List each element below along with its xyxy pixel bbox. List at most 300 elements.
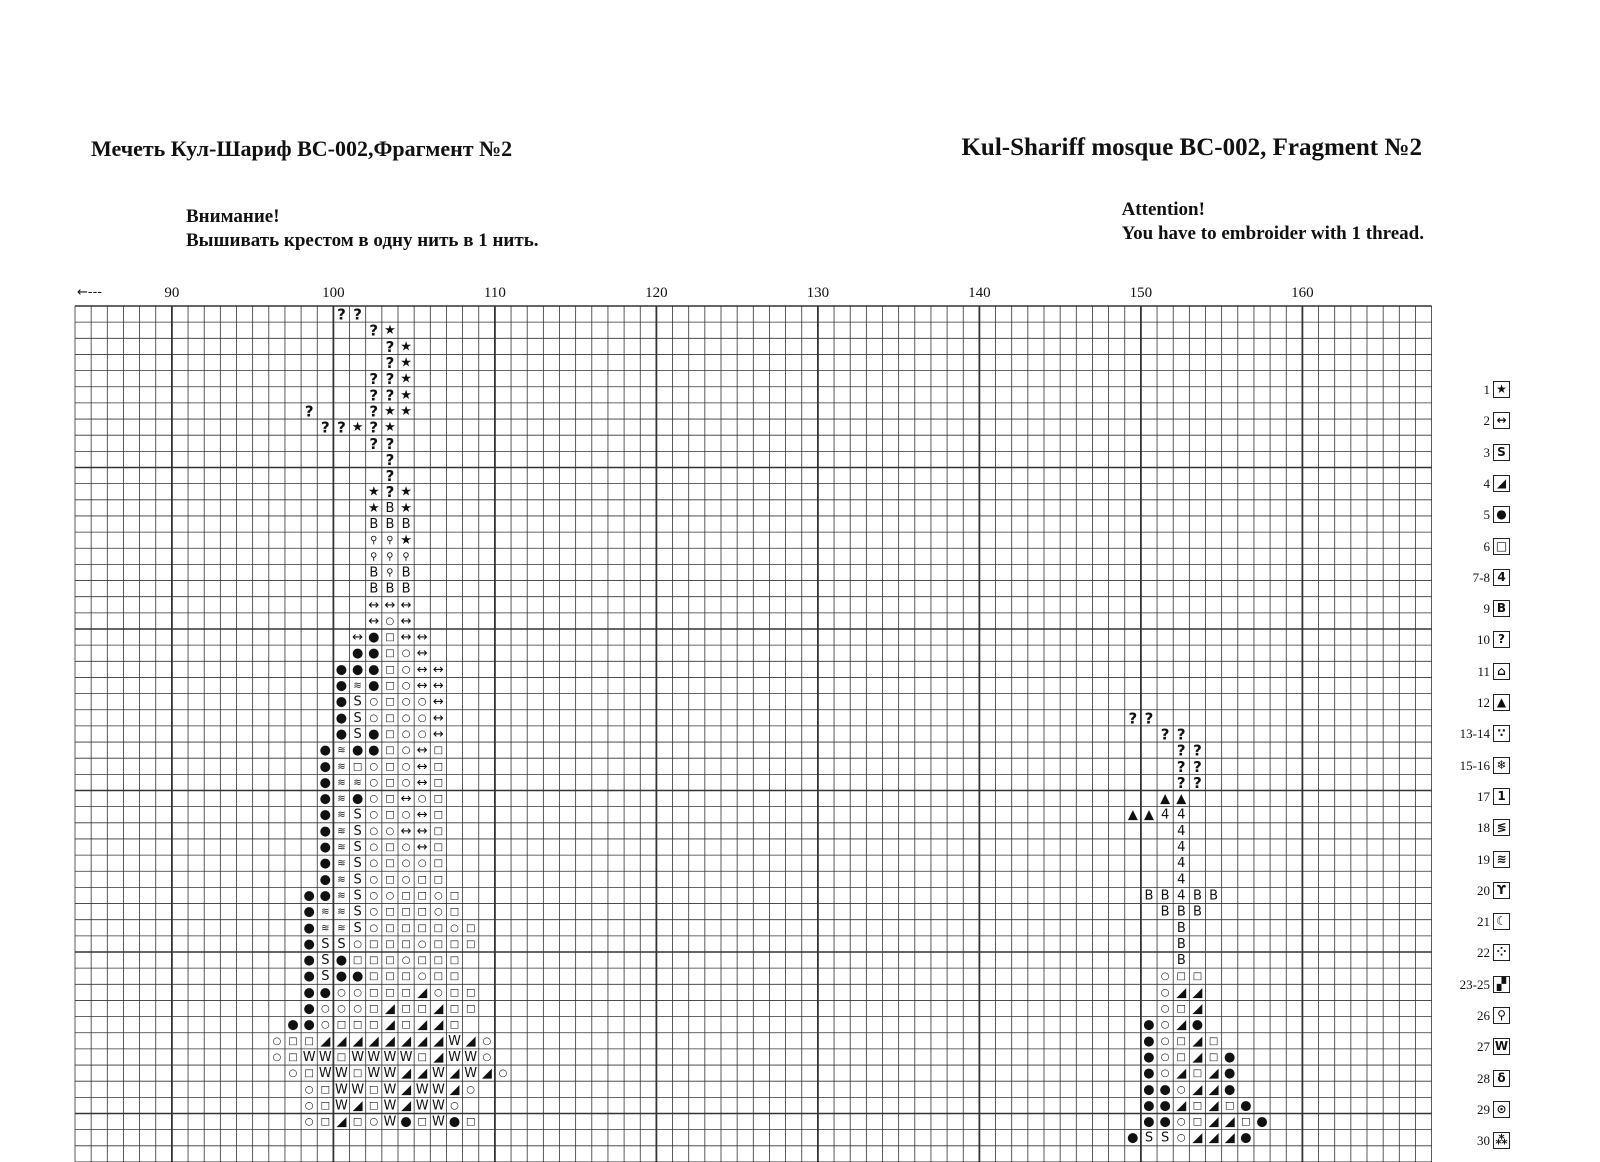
stitch-symbol: ◢ (1192, 1049, 1203, 1065)
axis-label: 110 (483, 285, 506, 301)
legend-symbol-icon: ≶ (1493, 819, 1510, 836)
stitch-symbol: ○ (434, 906, 443, 918)
stitch-symbol: S (321, 936, 330, 952)
stitch-symbol: ≋ (353, 680, 362, 692)
stitch-symbol: ◢ (433, 1017, 444, 1033)
legend-symbol-icon: ◢ (1493, 475, 1510, 492)
instruction-en: You have to embroider with 1 thread. (1121, 223, 1424, 244)
stitch-symbol: ≋ (337, 777, 346, 789)
legend-symbol-icon: S (1493, 444, 1510, 461)
stitch-symbol: ? (1160, 725, 1170, 744)
stitch-symbol: □ (433, 922, 444, 934)
stitch-symbol: ○ (304, 1100, 314, 1112)
legend-number: 6 (1483, 538, 1490, 554)
attention-heading-ru: Внимание! (186, 206, 280, 227)
axis-label: 90 (164, 285, 180, 301)
stitch-symbol: □ (449, 1019, 460, 1031)
stitch-symbol: ● (319, 775, 331, 791)
stitch-symbol: B (401, 517, 411, 533)
stitch-symbol: ● (1159, 1098, 1171, 1114)
stitch-symbol: □ (385, 712, 395, 724)
stitch-symbol: ○ (1160, 1051, 1170, 1063)
stitch-symbol: W (383, 1082, 397, 1098)
stitch-symbol: ○ (337, 1003, 346, 1015)
stitch-symbol: 4 (1177, 856, 1186, 872)
stitch-symbol: ⚲ (386, 535, 394, 547)
stitch-symbol: ? (369, 370, 379, 389)
stitch-symbol: ○ (320, 1019, 330, 1031)
stitch-symbol: ● (351, 791, 364, 807)
stitch-symbol: ≋ (337, 858, 346, 870)
stitch-symbol: ○ (401, 728, 411, 740)
stitch-symbol: ? (320, 418, 330, 437)
stitch-symbol: □ (449, 955, 460, 967)
stitch-symbol: □ (401, 1003, 411, 1015)
legend-symbol-icon: ★ (1493, 381, 1510, 398)
stitch-symbol: ○ (401, 842, 411, 854)
stitch-symbol: ● (368, 646, 380, 662)
stitch-symbol: □ (385, 761, 395, 773)
stitch-symbol: ● (368, 662, 380, 678)
stitch-symbol: ● (1224, 1082, 1236, 1098)
stitch-symbol: ● (368, 726, 380, 742)
stitch-symbol: ? (385, 354, 395, 373)
stitch-symbol: ◢ (481, 1066, 492, 1082)
stitch-symbol: W (431, 1066, 445, 1082)
stitch-symbol: 4 (1177, 807, 1186, 823)
axis-label: 100 (322, 285, 345, 301)
stitch-symbol: B (1192, 888, 1202, 904)
stitch-symbol: ≋ (337, 874, 346, 886)
stitch-symbol: □ (433, 955, 444, 967)
stitch-symbol: ↔ (416, 759, 428, 775)
stitch-symbol: ● (319, 823, 331, 839)
stitch-symbol: ↔ (416, 775, 428, 791)
stitch-symbol: S (353, 856, 362, 872)
stitch-symbol: ○ (401, 696, 411, 708)
stitch-symbol: ? (1176, 725, 1186, 744)
stitch-symbol: W (431, 1098, 445, 1114)
legend-symbol-icon: ∵ (1493, 725, 1510, 742)
stitch-symbol: ○ (369, 696, 379, 708)
stitch-symbol: W (448, 1033, 461, 1049)
stitch-symbol: ↔ (432, 710, 444, 726)
stitch-symbol: ● (335, 694, 348, 710)
stitch-symbol: ○ (369, 825, 379, 837)
stitch-symbol: ○ (369, 777, 379, 789)
stitch-symbol: S (353, 904, 362, 920)
stitch-symbol: □ (304, 1068, 314, 1080)
stitch-symbol: □ (449, 987, 460, 999)
stitch-symbol: B (1144, 888, 1154, 904)
legend-number: 4 (1483, 475, 1490, 491)
stitch-symbol: ● (287, 1017, 299, 1033)
legend-row (1430, 1070, 1520, 1088)
stitch-symbol: S (1160, 1130, 1170, 1146)
stitch-symbol: □ (320, 1100, 331, 1112)
stitch-symbol: ★ (384, 420, 396, 436)
stitch-symbol: □ (1176, 1003, 1187, 1015)
stitch-symbol: 4 (1177, 888, 1186, 904)
legend-row (1430, 600, 1520, 618)
instruction-ru: Вышивать крестом в одну нить в 1 нить. (186, 230, 539, 251)
stitch-symbol: ? (385, 337, 395, 356)
stitch-symbol: ● (319, 985, 331, 1001)
stitch-symbol: ◢ (1192, 1033, 1203, 1049)
stitch-symbol: B (369, 581, 379, 597)
stitch-symbol: W (335, 1082, 348, 1098)
stitch-symbol: □ (352, 1116, 363, 1128)
stitch-symbol: ◢ (1192, 1001, 1203, 1017)
stitch-symbol: ? (1176, 757, 1186, 776)
stitch-symbol: ◢ (1192, 985, 1203, 1001)
stitch-symbol: ○ (417, 793, 427, 805)
stitch-symbol: ★ (384, 403, 396, 419)
stitch-symbol: □ (433, 825, 444, 837)
stitch-symbol: B (1192, 904, 1202, 920)
stitch-symbol: ○ (401, 858, 411, 870)
stitch-symbol: W (318, 1066, 332, 1082)
legend-symbol-icon: ? (1493, 631, 1510, 648)
legend-number: 10 (1477, 632, 1490, 648)
legend-number: 15-16 (1459, 757, 1490, 773)
stitch-symbol: ◢ (1208, 1130, 1219, 1146)
legend-symbol-icon: ● (1493, 506, 1510, 523)
stitch-symbol: S (321, 953, 330, 969)
stitch-symbol: ? (1128, 709, 1138, 728)
stitch-symbol: ↔ (416, 823, 428, 839)
stitch-symbol: □ (417, 1116, 427, 1128)
axis-label: 160 (1291, 285, 1314, 301)
stitch-symbol: ○ (482, 1035, 492, 1047)
stitch-symbol: ○ (320, 1003, 330, 1015)
stitch-symbol: □ (433, 874, 444, 886)
stitch-symbol: ○ (385, 825, 395, 837)
stitch-symbol: ● (303, 920, 315, 936)
legend-row (1430, 381, 1520, 399)
stitch-symbol: S (353, 807, 362, 823)
stitch-symbol: □ (369, 1100, 379, 1112)
stitch-symbol: ○ (482, 1051, 492, 1063)
stitch-symbol: □ (385, 745, 395, 757)
legend-row (1430, 819, 1520, 837)
stitch-symbol: 4 (1160, 807, 1170, 823)
stitch-symbol: ● (1159, 1114, 1171, 1130)
stitch-symbol: □ (369, 938, 379, 950)
stitch-symbol: □ (369, 987, 379, 999)
stitch-symbol: ▲ (1176, 791, 1187, 807)
stitch-symbol: ● (351, 743, 364, 759)
stitch-symbol: ● (1240, 1098, 1252, 1114)
legend-row (1430, 757, 1520, 775)
stitch-symbol: □ (385, 809, 395, 821)
stitch-symbol: ★ (351, 420, 364, 436)
stitch-symbol: ○ (417, 728, 427, 740)
stitch-symbol: □ (369, 1084, 379, 1096)
stitch-symbol: ◢ (1224, 1130, 1235, 1146)
stitch-symbol: □ (1208, 1035, 1219, 1047)
column-axis (164, 285, 1313, 301)
stitch-symbol: ● (319, 759, 331, 775)
stitch-symbol: S (353, 726, 362, 742)
stitch-symbol: B (401, 565, 411, 581)
legend-number: 28 (1477, 1070, 1490, 1086)
stitch-symbol: □ (385, 842, 395, 854)
stitch-symbol: □ (449, 938, 460, 950)
stitch-symbol: B (385, 500, 395, 516)
stitch-symbol: ◢ (384, 1017, 395, 1033)
stitch-symbol: ● (368, 743, 380, 759)
legend-row (1430, 538, 1520, 556)
stitch-symbol: □ (1176, 971, 1187, 983)
stitch-symbol: ↔ (432, 662, 444, 678)
stitch-symbol: ◢ (433, 1049, 444, 1065)
stitch-symbol: □ (385, 664, 395, 676)
stitch-symbol: ○ (401, 955, 411, 967)
stitch-symbol: ⚲ (370, 535, 378, 547)
stitch-symbol: ○ (401, 712, 411, 724)
stitch-symbol: ◢ (449, 1066, 460, 1082)
stitch-symbol: B (369, 565, 379, 581)
stitch-symbol: ◢ (1224, 1114, 1235, 1130)
stitch-symbol: ○ (417, 712, 427, 724)
stitch-symbol: ○ (1160, 971, 1170, 983)
stitch-symbol: ● (303, 969, 315, 985)
stitch-symbol: ★ (400, 371, 412, 387)
stitch-symbol: □ (385, 938, 395, 950)
stitch-symbol: ? (369, 434, 379, 453)
stitch-symbol: □ (433, 761, 444, 773)
stitch-symbol: ● (319, 856, 331, 872)
stitch-symbol: ★ (400, 355, 412, 371)
stitch-symbol: □ (369, 1003, 379, 1015)
stitch-symbol: ● (351, 969, 364, 985)
stitch-symbol: □ (433, 938, 444, 950)
stitch-symbol: ● (335, 969, 348, 985)
stitch-symbol: ● (351, 646, 364, 662)
stitch-symbol: ↔ (368, 613, 380, 629)
stitch-symbol: ? (369, 402, 379, 421)
stitch-symbol: W (464, 1066, 478, 1082)
grid-lines (75, 306, 1432, 1162)
legend-number: 12 (1477, 695, 1490, 710)
stitch-symbol: ● (368, 630, 380, 646)
stitch-symbol: S (321, 969, 330, 985)
stitch-symbol: ↔ (400, 630, 412, 646)
stitch-symbol: □ (433, 842, 444, 854)
stitch-symbol: B (385, 581, 395, 597)
legend-symbol-icon: ❄ (1493, 757, 1510, 774)
stitch-symbol: S (337, 936, 346, 952)
stitch-symbol: ↔ (416, 646, 428, 662)
stitch-symbol: □ (449, 1003, 460, 1015)
stitch-symbol: ◢ (320, 1033, 331, 1049)
legend-row (1430, 788, 1520, 806)
stitch-symbol: □ (385, 696, 395, 708)
stitch-symbol: □ (1192, 1116, 1203, 1128)
stitch-symbol: ↔ (432, 678, 444, 694)
stitch-symbol: W (351, 1049, 365, 1065)
stitch-symbol: ● (335, 710, 348, 726)
stitch-symbol: ○ (1176, 1084, 1186, 1096)
stitch-symbol: ◢ (1208, 1066, 1219, 1082)
stitch-symbol: □ (433, 971, 444, 983)
stitch-symbol: ★ (367, 500, 380, 516)
stitch-symbol: □ (433, 858, 444, 870)
stitch-symbol: □ (417, 1003, 427, 1015)
axis-label: 130 (806, 285, 830, 301)
stitch-symbol: ○ (1176, 1116, 1186, 1128)
stitch-symbol: 4 (1177, 872, 1186, 888)
stitch-symbol: ↔ (352, 630, 364, 646)
stitch-symbol: ● (335, 662, 348, 678)
stitch-symbol: ◢ (465, 1033, 476, 1049)
stitch-symbol: □ (369, 1019, 379, 1031)
stitch-symbol: ★ (384, 323, 396, 339)
stitch-symbol: □ (320, 1084, 331, 1096)
stitch-symbol: □ (449, 971, 460, 983)
stitch-symbol: W (399, 1049, 413, 1065)
stitch-symbol: ◢ (1176, 985, 1187, 1001)
stitch-symbol: ↔ (432, 726, 444, 742)
stitch-symbol: ○ (353, 1003, 362, 1015)
stitch-symbol: ○ (369, 809, 379, 821)
stitch-symbol: ○ (272, 1051, 282, 1063)
legend-number: 30 (1477, 1133, 1490, 1149)
stitch-symbol: W (448, 1049, 461, 1065)
stitch-symbol: ● (319, 743, 331, 759)
stitch-symbol: ? (337, 305, 346, 324)
stitch-symbol: □ (433, 745, 444, 757)
stitch-symbol: □ (1192, 1068, 1203, 1080)
stitch-symbol: ○ (369, 793, 379, 805)
stitch-symbol: ★ (400, 533, 412, 549)
stitch-symbol: ○ (353, 987, 362, 999)
stitch-symbol: ◢ (417, 1066, 428, 1082)
stitch-symbol: B (1176, 936, 1186, 952)
stitch-symbol: ● (335, 678, 348, 694)
legend-row (1430, 944, 1520, 962)
stitch-symbol: W (335, 1098, 348, 1114)
stitch-symbol: B (401, 581, 411, 597)
legend-number: 22 (1477, 945, 1490, 961)
stitch-symbol: ● (351, 662, 364, 678)
stitch-symbol: ◢ (433, 1001, 444, 1017)
legend-number: 7-8 (1472, 569, 1490, 585)
stitch-symbol: ◢ (401, 1033, 412, 1049)
stitch-symbol: ? (1193, 757, 1202, 776)
stitch-symbol: ? (353, 305, 362, 324)
legend-row (1430, 412, 1520, 430)
stitch-symbol: ○ (401, 874, 411, 886)
stitch-symbol: ○ (417, 858, 427, 870)
stitch-symbol: ⚲ (386, 567, 394, 579)
stitch-symbol: ● (1143, 1017, 1155, 1033)
stitch-symbol: ○ (369, 761, 379, 773)
stitch-symbol: □ (385, 648, 395, 660)
stitch-symbol: 4 (1177, 823, 1186, 839)
stitch-symbol: ◢ (1192, 1082, 1203, 1098)
legend-row (1430, 1007, 1520, 1025)
stitch-symbol: ○ (417, 696, 427, 708)
legend-symbol-icon: ⁘ (1493, 944, 1510, 961)
legend-number: 9 (1483, 601, 1490, 617)
stitch-symbol: ○ (434, 987, 443, 999)
stitch-symbol: S (353, 872, 362, 888)
stitch-symbol: □ (465, 1003, 476, 1015)
stitch-symbol: ○ (1160, 1068, 1170, 1080)
stitch-symbol: ● (319, 888, 331, 904)
stitch-symbol: ≋ (337, 793, 346, 805)
stitch-symbol: S (353, 823, 362, 839)
stitch-symbol: W (302, 1049, 316, 1065)
stitch-symbol: ○ (417, 938, 427, 950)
stitch-symbol: □ (385, 728, 395, 740)
stitch-symbol: ≋ (337, 825, 346, 837)
legend-symbol-icon: ☾ (1493, 913, 1510, 930)
stitch-symbol: ? (385, 483, 395, 502)
legend-row (1430, 913, 1520, 931)
legend-row (1430, 663, 1520, 681)
title-english: Kul-Shariff mosque ВС-002, Fragment №2 (961, 134, 1422, 161)
stitch-symbol: ○ (288, 1068, 298, 1080)
stitch-symbol: ◢ (1208, 1082, 1219, 1098)
legend-row (1430, 444, 1520, 462)
stitch-symbol: ● (1143, 1049, 1155, 1065)
stitch-symbol: ● (303, 888, 315, 904)
stitch-symbol: ◢ (401, 1082, 412, 1098)
stitch-symbol: ? (369, 418, 379, 437)
stitch-symbol: ○ (369, 1116, 379, 1128)
stitch-symbol: ? (369, 321, 379, 340)
stitch-symbol: ◢ (336, 1033, 347, 1049)
stitch-symbol: ○ (450, 1100, 459, 1112)
legend-number: 17 (1477, 788, 1490, 804)
stitch-symbol: □ (417, 906, 427, 918)
stitch-symbol: □ (401, 971, 411, 983)
stitch-symbol: ● (303, 1017, 315, 1033)
stitch-symbol: ● (1143, 1033, 1155, 1049)
stitch-symbol: □ (304, 1035, 314, 1047)
stitch-symbol: ○ (1160, 1019, 1170, 1031)
stitch-symbol: □ (465, 938, 476, 950)
stitch-symbol: ↔ (416, 743, 428, 759)
stitch-symbol: ◢ (1176, 1098, 1187, 1114)
stitch-symbol: ? (385, 370, 395, 389)
stitch-symbol: ● (400, 1114, 412, 1130)
stitch-symbol: W (415, 1098, 429, 1114)
stitch-symbol: ⚲ (370, 551, 378, 563)
stitch-symbol: ◢ (417, 1033, 428, 1049)
stitch-symbol: ≋ (353, 777, 362, 789)
stitch-symbol: ▲ (1143, 807, 1154, 823)
stitch-symbol: ◢ (1208, 1098, 1219, 1114)
legend-number: 23-25 (1459, 976, 1490, 992)
stitch-symbol: □ (385, 987, 395, 999)
stitch-symbol: ▲ (1160, 791, 1171, 807)
stitch-symbol: ○ (369, 712, 379, 724)
stitch-symbol: ● (368, 678, 380, 694)
stitch-symbol: ○ (369, 890, 379, 902)
stitch-symbol: ○ (385, 890, 395, 902)
legend-symbol-icon: ≋ (1493, 851, 1510, 868)
stitch-symbol: ● (1159, 1082, 1171, 1098)
stitch-symbol: ○ (272, 1035, 282, 1047)
stitch-symbol: ● (319, 807, 331, 823)
stitch-symbol: ○ (401, 761, 411, 773)
stitch-symbol: □ (385, 922, 395, 934)
stitch-symbol: ? (369, 386, 379, 405)
